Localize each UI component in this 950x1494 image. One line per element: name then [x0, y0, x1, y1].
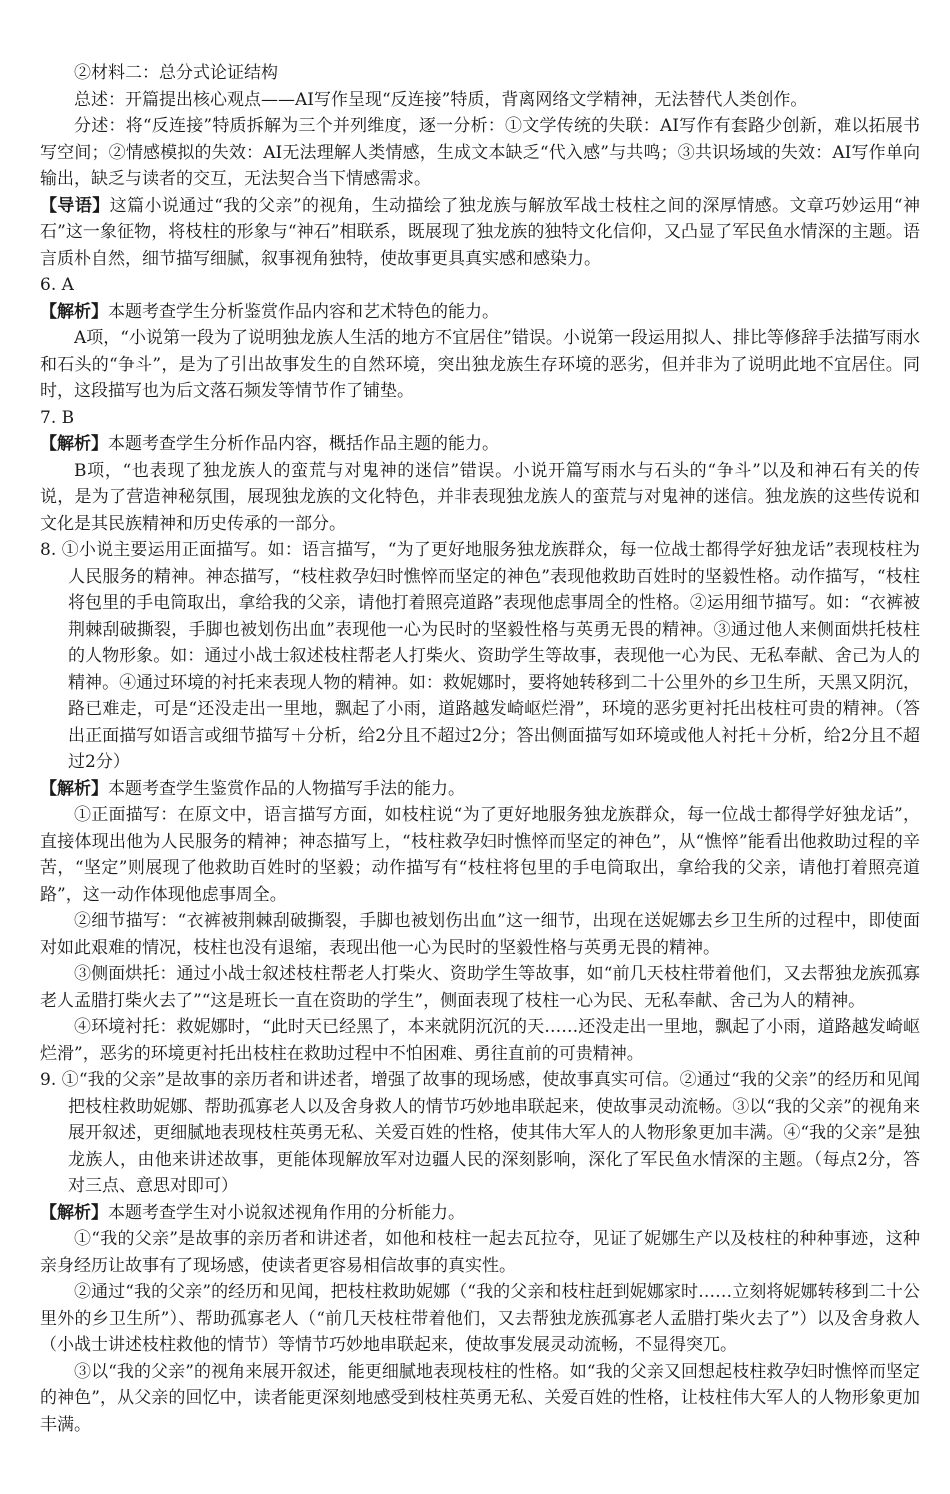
q8-analysis: 【解析】本题考查学生鉴赏作品的人物描写手法的能力。 [40, 778, 465, 799]
q7-answer: 7. B [40, 407, 75, 428]
q6-analysis: 【解析】本题考查学生分析鉴赏作品内容和艺术特色的能力。 [40, 301, 499, 322]
q7-analysis: 【解析】本题考查学生分析作品内容，概括作品主题的能力。 [40, 434, 499, 454]
q6-detail: A项，“小说第一段为了说明独龙族人生活的地方不宜居住”错误。小说第一段运用拟人、排比等修辞手法描写雨水和石头的“争斗”，是为了引出故事发生的自然环境，突出独龙族生存环境的恶劣，但并非为了说明此地不宜居住。同时，这段描写也为后文落石频发等情节作了铺垫。 [40, 328, 920, 401]
q8-point-1: ①正面描写：在原文中，语言描写方面，如枝柱说“为了更好地服务独龙族群众，每一位战士都得学好独龙话”，直接体现出他为人民服务的精神；神态描写上，“枝柱救孕妇时憔悴而坚定的神色”，从“憔悴”能看出他救助过程的辛苦，“坚定”则展现了他救助百姓时的坚毅；动作描写有“枝柱将包里的手电筒取出，拿给我的父亲，请他打着照亮道路”，这一动作体现他虑事周全。 [40, 805, 920, 905]
q9-point-3: ③以“我的父亲”的视角来展开叙述，能更细腻地表现枝柱的性格。如“我的父亲又回想起枝柱救孕妇时憔悴而坚定的神色”，从父亲的回忆中，读者能更深刻地感受到枝柱英勇无私、关爱百姓的性格，让枝柱伟大军人的人物形象更加丰满。 [40, 1361, 920, 1435]
q9-point-2: ②通过“我的父亲”的经历和见闻，把枝柱救助妮娜（“我的父亲和枝柱赶到妮娜家时……立刻将妮娜转移到二十公里外的乡卫生所”）、帮助孤寡老人（“前几天枝柱带着他们，又去帮独龙族孤寡老人孟腊打柴火去了”）以及舍身救人（小战士讲述枝柱救他的情节）等情节巧妙地串联起来，使故事发展灵动流畅，不显得突兀。 [40, 1282, 920, 1355]
q8-point-4: ④环境衬托：救妮娜时，“此时天已经黑了，本来就阴沉沉的天……还没走出一里地，飘起了小雨，道路越发崎岖烂滑”，恶劣的环境更衬托出枝柱在救助过程中不怕困难、勇往直前的可贵精神。 [40, 1017, 920, 1064]
material2-summary: 总述：开篇提出核心观点——AI写作呈现“反连接”特质，背离网络文学精神，无法替代人类创作。 [74, 89, 808, 110]
q6-answer: 6. A [40, 275, 74, 295]
guide-paragraph: 【导语】这篇小说通过“我的父亲”的视角，生动描绘了独龙族与解放军战士枝柱之间的深厚情感。文章巧妙运用“神石”这一象征物，将枝柱的形象与“神石”相联系，既展现了独龙族的独特文化信仰，又凸显了军民鱼水情深的主题。语言质朴自然，细节描写细腻，叙事视角独特，使故事更具真实感和感染力。 [40, 195, 921, 269]
q7-detail: B项，“也表现了独龙族人的蛮荒与对鬼神的迷信”错误。小说开篇写雨水与石头的“争斗”以及和神石有关的传说，是为了营造神秘氛围，展现独龙族的文化特色，并非表现独龙族人的蛮荒与对鬼神的迷信。独龙族的这些传说和文化是其民族精神和历史传承的一部分。 [40, 460, 920, 534]
q8-answer: 8. ①小说主要运用正面描写。如：语言描写，“为了更好地服务独龙族群众，每一位战士都得学好独龙话”表现枝柱为人民服务的精神。神态描写，“枝柱救孕妇时憔悴而坚定的神色”表现他救助百姓时的坚毅性格。动作描写，“枝柱将包里的手电筒取出，拿给我的父亲，请他打着照亮道路”表现他虑事周全的性格。②运用细节描写。如：“衣裤被荆棘刮破撕裂，手脚也被划伤出血”表现他一心为民时的坚毅性格与英勇无畏的精神。③通过他人来侧面烘托枝柱的人物形象。如：通过小战士叙述枝柱帮老人打柴火、资助学生等故事，表现他一心为民、无私奉献、舍己为人的精神。④通过环境的衬托来表现人物的精神。如：救妮娜时，要将她转移到二十公里外的乡卫生所，天黑又阴沉，路已难走，可是“还没走出一里地，飘起了小雨，道路越发崎岖烂滑”，环境的恶劣更衬托出枝柱可贵的精神。（答出正面描写如语言或细节描写＋分析，给2分且不超过2分；答出侧面描写如环境或他人衬托＋分析，给2分且不超过2分） [40, 540, 920, 772]
material2-detail: 分述：将“反连接”特质拆解为三个并列维度，逐一分析：①文学传统的失联：AI写作有套路少创新，难以拓展书写空间；②情感模拟的失效：AI无法理解人类情感，生成文本缺乏“代入感”与共鸣；③共识场域的失效：AI写作单向输出，缺乏与读者的交互，无法契合当下情感需求。 [40, 116, 920, 189]
guide-tag: 【导语】 [40, 195, 110, 216]
q9-analysis: 【解析】本题考查学生对小说叙述视角作用的分析能力。 [40, 1202, 465, 1223]
material2-heading: ②材料二：总分式论证结构 [74, 63, 278, 83]
q8-point-2: ②细节描写：“衣裤被荆棘刮破撕裂，手脚也被划伤出血”这一细节，出现在送妮娜去乡卫生所的过程中，即使面对如此艰难的情况，枝柱也没有退缩，表现出他一心为民时的坚毅性格与英勇无畏的精神。 [40, 911, 920, 958]
q9-point-1: ①“我的父亲”是故事的亲历者和讲述者，如他和枝柱一起去瓦拉夺，见证了妮娜生产以及枝柱的种种事迹，这种亲身经历让故事有了现场感，使读者更容易相信故事的真实性。 [40, 1229, 920, 1276]
document-page [40, 60, 920, 1438]
q8-point-3: ③侧面烘托：通过小战士叙述枝柱帮老人打柴火、资助学生等故事，如“前几天枝柱带着他们，又去帮独龙族孤寡老人孟腊打柴火去了”“这是班长一直在资助的学生”，侧面表现了枝柱一心为民、无私奉献、舍己为人的精神。 [40, 964, 920, 1011]
q9-answer: 9. ①“我的父亲”是故事的亲历者和讲述者，增强了故事的现场感，使故事真实可信。②通过“我的父亲”的经历和见闻把枝柱救助妮娜、帮助孤寡老人以及舍身救人的情节巧妙地串联起来，使故事灵动流畅。③以“我的父亲”的视角来展开叙述，更细腻地表现枝柱英勇无私、关爱百姓的性格，使其伟大军人的人物形象更加丰满。④“我的父亲”是独龙族人，由他来讲述故事，更能体现解放军对边疆人民的深刻影响，深化了军民鱼水情深的主题。（每点2分，答对三点、意思对即可） [40, 1070, 920, 1196]
